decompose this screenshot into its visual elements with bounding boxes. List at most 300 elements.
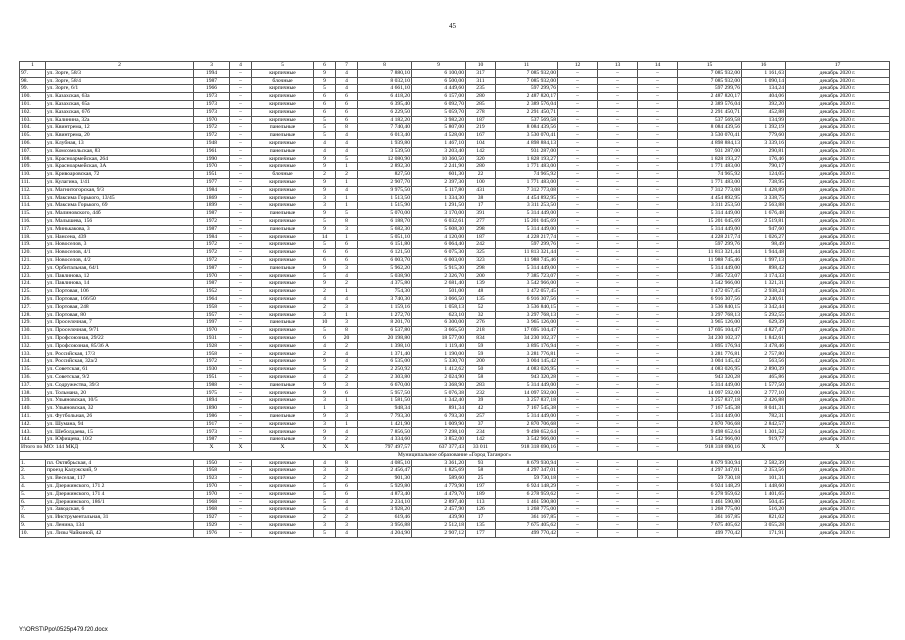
- table-cell: 6 121,50: [358, 249, 412, 257]
- table-cell: 5: [336, 155, 358, 163]
- table-cell: –: [638, 303, 678, 311]
- table-cell: 1 272,70: [358, 311, 412, 319]
- table-cell: 1 515,90: [358, 202, 412, 210]
- table-cell: 34 230 102,37: [496, 334, 558, 342]
- table-cell: 2: [314, 303, 336, 311]
- table-cell: 1977: [194, 178, 230, 186]
- table-row: [20, 116, 890, 124]
- table-cell: –: [558, 108, 598, 116]
- table-cell: ул. Квинтрема, 12: [46, 124, 194, 132]
- table-cell: –: [558, 420, 598, 428]
- table-cell: 285: [466, 100, 496, 108]
- table-cell: –: [638, 249, 678, 257]
- table-cell: 601,30: [412, 171, 466, 179]
- table-cell: ул. Нансена, 439: [46, 233, 194, 241]
- table-cell: 2 389 576,04: [678, 100, 742, 108]
- table-row: [20, 178, 890, 186]
- table-cell: 3 297 768,13: [678, 311, 742, 319]
- table-cell: 311: [466, 77, 496, 85]
- table-cell: проезд Калужский, 9: [46, 467, 194, 475]
- table-cell: декабрь 2020 г.: [786, 303, 890, 311]
- table-cell: –: [558, 295, 598, 303]
- table-cell: декабрь 2020 г.: [786, 522, 890, 530]
- table-row: [20, 529, 890, 537]
- table-cell: 6 924 148,29: [496, 483, 558, 491]
- table-cell: 1 581,50: [358, 397, 412, 405]
- table-cell: 637 377,43: [412, 444, 466, 452]
- table-cell: 6 003,00: [412, 256, 466, 264]
- table-row: [20, 420, 890, 428]
- table-cell: декабрь 2020 г.: [786, 366, 890, 374]
- table-cell: 779,60: [742, 132, 786, 140]
- table-cell: 135.: [20, 366, 46, 374]
- table-cell: 4 873,40: [358, 490, 412, 498]
- table-cell: ул. Кривоаровская, 72: [46, 171, 194, 179]
- table-cell: 6: [336, 389, 358, 397]
- table-cell: 17: [786, 62, 890, 70]
- table-cell: 4 228 217,74: [678, 233, 742, 241]
- table-cell: 1970: [194, 272, 230, 280]
- table-cell: –: [638, 241, 678, 249]
- table-cell: –: [558, 397, 598, 405]
- table-cell: 2 890,39: [742, 366, 786, 374]
- table-cell: 1 119,40: [412, 342, 466, 350]
- table-cell: 1 161,63: [742, 69, 786, 77]
- table-cell: –: [638, 116, 678, 124]
- table-cell: декабрь 2020 г.: [786, 529, 890, 537]
- table-cell: кирпичные: [252, 93, 314, 101]
- table-cell: –: [638, 100, 678, 108]
- housing-table-container: [19, 61, 889, 538]
- table-cell: кирпичные: [252, 100, 314, 108]
- table-cell: 1972: [194, 124, 230, 132]
- table-cell: 126: [466, 506, 496, 514]
- table-cell: кирпичные: [252, 139, 314, 147]
- table-cell: 5 051,10: [358, 233, 412, 241]
- table-row: [20, 366, 890, 374]
- table-cell: 1 090,14: [742, 77, 786, 85]
- table-cell: 276: [466, 319, 496, 327]
- table-cell: –: [230, 155, 252, 163]
- table-row: [20, 241, 890, 249]
- table-cell: 3 965 126,00: [496, 319, 558, 327]
- table-cell: кирпичные: [252, 506, 314, 514]
- table-cell: 280: [466, 163, 496, 171]
- table-cell: –: [558, 358, 598, 366]
- table-cell: декабрь 2020 г.: [786, 77, 890, 85]
- table-cell: 3: [314, 522, 336, 530]
- table-cell: 1 472 057,45: [496, 288, 558, 296]
- table-cell: 200: [466, 358, 496, 366]
- table-cell: –: [638, 93, 678, 101]
- table-cell: 9: [314, 428, 336, 436]
- table-cell: –: [598, 389, 638, 397]
- table-cell: 9: [314, 225, 336, 233]
- table-cell: –: [638, 210, 678, 218]
- table-cell: ул. Инструментальная, 31: [46, 514, 194, 522]
- table-row: [20, 319, 890, 327]
- table-cell: –: [638, 373, 678, 381]
- table-cell: –: [230, 366, 252, 374]
- table-cell: 782,31: [742, 412, 786, 420]
- table-cell: 9: [314, 436, 336, 444]
- table-cell: 1890: [194, 405, 230, 413]
- table-cell: 1 461 590,80: [496, 498, 558, 506]
- table-cell: 7 856,50: [358, 428, 412, 436]
- table-cell: –: [638, 69, 678, 77]
- table-cell: 2 303,80: [358, 373, 412, 381]
- table-cell: –: [558, 163, 598, 171]
- table-cell: 2 426,88: [742, 397, 786, 405]
- table-cell: 943 320,28: [496, 373, 558, 381]
- table-cell: –: [598, 288, 638, 296]
- table-cell: 2 897,40: [412, 498, 466, 506]
- table-cell: –: [558, 444, 598, 452]
- table-cell: –: [598, 334, 638, 342]
- table-cell: 2: [336, 475, 358, 483]
- table-cell: 1: [336, 233, 358, 241]
- total-row: [20, 444, 890, 452]
- table-cell: ул. Красноармейская, 264: [46, 155, 194, 163]
- table-cell: декабрь 2020 г.: [786, 311, 890, 319]
- table-cell: 6 151,80: [358, 241, 412, 249]
- table-cell: –: [598, 475, 638, 483]
- table-cell: –: [230, 467, 252, 475]
- table-cell: –: [598, 319, 638, 327]
- table-cell: –: [230, 241, 252, 249]
- table-cell: 177: [466, 529, 496, 537]
- table-cell: 2 519,81: [742, 217, 786, 225]
- table-cell: –: [558, 194, 598, 202]
- table-cell: 105.: [20, 132, 46, 140]
- table-cell: –: [558, 249, 598, 257]
- table-cell: –: [638, 319, 678, 327]
- table-cell: –: [558, 428, 598, 436]
- table-cell: декабрь 2020 г.: [786, 210, 890, 218]
- table-cell: –: [230, 116, 252, 124]
- table-cell: –: [638, 155, 678, 163]
- table-cell: 176,46: [742, 155, 786, 163]
- table-cell: –: [230, 69, 252, 77]
- table-cell: 8 679 930,94: [496, 459, 558, 467]
- table-cell: кирпичные: [252, 163, 314, 171]
- table-cell: 1 828 193,27: [678, 155, 742, 163]
- table-cell: –: [558, 69, 598, 77]
- table-cell: 1 268 775,00: [678, 506, 742, 514]
- table-cell: 9: [314, 163, 336, 171]
- table-cell: 1: [336, 163, 358, 171]
- table-cell: декабрь 2020 г.: [786, 233, 890, 241]
- table-cell: –: [598, 194, 638, 202]
- table-cell: кирпичные: [252, 256, 314, 264]
- table-cell: 563,56: [742, 358, 786, 366]
- table-cell: декабрь 2020 г.: [786, 428, 890, 436]
- table-cell: декабрь 2020 г.: [786, 171, 890, 179]
- table-cell: –: [638, 194, 678, 202]
- table-cell: 7 312 773,08: [678, 186, 742, 194]
- table-cell: 4: [314, 147, 336, 155]
- table-cell: 5 070,00: [358, 210, 412, 218]
- table-cell: 1 825,69: [412, 467, 466, 475]
- table-cell: –: [638, 171, 678, 179]
- table-cell: –: [598, 100, 638, 108]
- table-cell: 2 892,30: [358, 163, 412, 171]
- table-cell: декабрь 2020 г.: [786, 217, 890, 225]
- table-cell: 113: [466, 498, 496, 506]
- table-cell: 1 058,13: [412, 303, 466, 311]
- table-cell: 5 929,80: [358, 483, 412, 491]
- table-cell: –: [230, 147, 252, 155]
- table-cell: –: [598, 381, 638, 389]
- table-cell: 2 870 706,68: [678, 420, 742, 428]
- table-cell: 1 412,62: [412, 366, 466, 374]
- table-cell: ул. Ульяновская, 32: [46, 405, 194, 413]
- table-cell: 4 454 892,95: [678, 194, 742, 202]
- table-cell: 8 201,70: [358, 319, 412, 327]
- table-row: [20, 210, 890, 218]
- table-cell: 6: [336, 249, 358, 257]
- table-cell: 4.: [20, 483, 46, 491]
- table-cell: –: [558, 381, 598, 389]
- table-cell: –: [638, 77, 678, 85]
- table-cell: 17: [466, 202, 496, 210]
- table-cell: 3 368,90: [412, 381, 466, 389]
- table-cell: 499 770,42: [678, 529, 742, 537]
- table-cell: декабрь 2020 г.: [786, 381, 890, 389]
- table-cell: 7.: [20, 506, 46, 514]
- table-cell: 106.: [20, 139, 46, 147]
- table-cell: –: [230, 85, 252, 93]
- table-cell: 2 353,56: [742, 467, 786, 475]
- table-cell: –: [230, 311, 252, 319]
- table-cell: декабрь 2020 г.: [786, 93, 890, 101]
- table-cell: 1 771 483,00: [678, 163, 742, 171]
- table-cell: 3 055,28: [742, 522, 786, 530]
- table-cell: –: [230, 428, 252, 436]
- table-cell: 5: [314, 490, 336, 498]
- table-cell: 5 957,50: [358, 389, 412, 397]
- table-cell: 516,20: [742, 506, 786, 514]
- table-cell: декабрь 2020 г.: [786, 490, 890, 498]
- table-cell: 3 740,30: [358, 295, 412, 303]
- table-cell: ул. Советская, 61: [46, 366, 194, 374]
- table-cell: 6: [314, 249, 336, 257]
- table-cell: ул. Портовая, 248: [46, 303, 194, 311]
- table-cell: 9: [314, 280, 336, 288]
- table-cell: –: [558, 506, 598, 514]
- table-cell: 3 311 253,50: [496, 202, 558, 210]
- table-cell: 623,10: [412, 311, 466, 319]
- table-cell: 1 467,10: [412, 139, 466, 147]
- table-cell: 3.: [20, 475, 46, 483]
- table-cell: 3 852,00: [412, 436, 466, 444]
- table-cell: –: [230, 514, 252, 522]
- table-cell: –: [558, 327, 598, 335]
- table-cell: 3 928,20: [358, 506, 412, 514]
- table-cell: 7 085 932,00: [496, 69, 558, 77]
- table-cell: 2 234,10: [358, 498, 412, 506]
- table-cell: 2: [314, 475, 336, 483]
- table-cell: 2 907,12: [412, 529, 466, 537]
- table-cell: ул. Дзержинского, 171 4: [46, 490, 194, 498]
- table-cell: –: [230, 256, 252, 264]
- table-cell: –: [638, 108, 678, 116]
- table-cell: –: [638, 498, 678, 506]
- table-cell: –: [230, 264, 252, 272]
- table-cell: 93: [466, 459, 496, 467]
- table-cell: –: [558, 529, 598, 537]
- table-cell: 108.: [20, 155, 46, 163]
- table-cell: 2 842,57: [742, 420, 786, 428]
- table-cell: ул. Дзержинского, 171 2: [46, 483, 194, 491]
- table-cell: 126.: [20, 295, 46, 303]
- table-cell: 124.: [20, 280, 46, 288]
- table-cell: 1 392,19: [742, 124, 786, 132]
- table-cell: 14 097 592,00: [496, 389, 558, 397]
- table-cell: ул. Профсоюзная, 29/22: [46, 334, 194, 342]
- table-cell: 6 003,70: [358, 256, 412, 264]
- table-cell: –: [638, 420, 678, 428]
- table-row: [20, 334, 890, 342]
- table-cell: 317: [466, 69, 496, 77]
- table-cell: 3 203,40: [412, 147, 466, 155]
- table-cell: 1961: [194, 147, 230, 155]
- table-cell: декабрь 2020 г.: [786, 506, 890, 514]
- table-cell: блочные: [252, 171, 314, 179]
- table-cell: 15 201 045,69: [496, 217, 558, 225]
- table-cell: 3 542 966,00: [496, 280, 558, 288]
- table-cell: 3: [336, 467, 358, 475]
- table-cell: –: [598, 420, 638, 428]
- table-cell: декабрь 2020 г.: [786, 249, 890, 257]
- table-cell: 115.: [20, 210, 46, 218]
- table-cell: 5 314 449,00: [678, 210, 742, 218]
- table-row: [20, 225, 890, 233]
- table-row: [20, 139, 890, 147]
- table-cell: 3: [314, 311, 336, 319]
- table-cell: 5 314 449,00: [496, 210, 558, 218]
- table-row: [20, 311, 890, 319]
- table-cell: кирпичные: [252, 233, 314, 241]
- table-cell: декабрь 2020 г.: [786, 69, 890, 77]
- table-cell: –: [558, 311, 598, 319]
- table-cell: 1970: [194, 116, 230, 124]
- table-cell: 9: [314, 412, 336, 420]
- table-cell: 4 334,60: [358, 436, 412, 444]
- table-cell: 6 188,70: [358, 217, 412, 225]
- table-cell: ул. Ленина, 134: [46, 522, 194, 530]
- table-cell: ул. Веселая, 117: [46, 475, 194, 483]
- table-cell: –: [598, 217, 638, 225]
- table-cell: 5 314 449,00: [678, 264, 742, 272]
- table-cell: 3: [314, 397, 336, 405]
- table-cell: кирпичные: [252, 397, 314, 405]
- table-cell: –: [230, 124, 252, 132]
- table-cell: Х: [230, 444, 252, 452]
- table-cell: 6: [336, 108, 358, 116]
- table-cell: 4 779,90: [412, 483, 466, 491]
- table-cell: кирпичные: [252, 490, 314, 498]
- table-cell: 11 813 321,44: [496, 249, 558, 257]
- table-cell: 7 298,10: [412, 428, 466, 436]
- table-cell: панельные: [252, 264, 314, 272]
- table-cell: 5: [314, 529, 336, 537]
- table-cell: 3 004 145,42: [678, 358, 742, 366]
- table-cell: –: [638, 444, 678, 452]
- table-cell: ул. Клубная, 13: [46, 139, 194, 147]
- table-cell: 1: [314, 405, 336, 413]
- table-cell: –: [598, 342, 638, 350]
- table-cell: 123.: [20, 272, 46, 280]
- table-cell: 891,34: [412, 405, 466, 413]
- table-cell: –: [230, 288, 252, 296]
- table-cell: –: [230, 327, 252, 335]
- table-cell: –: [558, 217, 598, 225]
- table-cell: 9 498 652,64: [496, 428, 558, 436]
- table-cell: 135: [466, 295, 496, 303]
- table-cell: 5 314 449,00: [496, 264, 558, 272]
- table-cell: 361 167,85: [678, 514, 742, 522]
- table-cell: панельные: [252, 210, 314, 218]
- table-cell: 2: [314, 514, 336, 522]
- table-cell: ул. Комсомольская, 83: [46, 147, 194, 155]
- table-cell: 12: [558, 62, 598, 70]
- table-cell: ул. Казахская, 63а: [46, 93, 194, 101]
- table-cell: 14 097 592,00: [678, 389, 742, 397]
- table-cell: декабрь 2020 г.: [786, 405, 890, 413]
- table-cell: кирпичные: [252, 483, 314, 491]
- table-cell: 17: [466, 514, 496, 522]
- table-cell: –: [638, 467, 678, 475]
- table-cell: 7 740,40: [358, 124, 412, 132]
- table-cell: –: [638, 264, 678, 272]
- table-cell: 16: [742, 62, 786, 70]
- table-cell: –: [598, 77, 638, 85]
- table-row: [20, 256, 890, 264]
- table-cell: 116.: [20, 217, 46, 225]
- table-cell: –: [598, 358, 638, 366]
- table-cell: кирпичные: [252, 155, 314, 163]
- table-cell: 1986: [194, 412, 230, 420]
- table-cell: ул. Кулагина, 1/41: [46, 178, 194, 186]
- table-cell: декабрь 2020 г.: [786, 467, 890, 475]
- table-cell: 5: [314, 124, 336, 132]
- table-cell: –: [230, 295, 252, 303]
- table-cell: ул. Советская, 9/2: [46, 373, 194, 381]
- table-cell: декабрь 2020 г.: [786, 202, 890, 210]
- table-cell: 1952: [194, 288, 230, 296]
- table-cell: декабрь 2020 г.: [786, 389, 890, 397]
- table-cell: 1990: [194, 155, 230, 163]
- table-cell: кирпичные: [252, 108, 314, 116]
- table-cell: 1 268 775,00: [496, 506, 558, 514]
- table-cell: 4: [336, 272, 358, 280]
- table-cell: 7 085 932,00: [678, 69, 742, 77]
- table-cell: 278: [466, 108, 496, 116]
- footer-file-path: Y:\ORST\Ppo\0525p479.f20.docx: [19, 627, 108, 633]
- table-cell: 6 537,80: [358, 327, 412, 335]
- table-cell: 9: [314, 77, 336, 85]
- table-cell: ул. Футбольная, 26: [46, 412, 194, 420]
- table-cell: –: [598, 272, 638, 280]
- table-cell: 13: [598, 62, 638, 70]
- table-cell: 1976: [194, 529, 230, 537]
- table-cell: 3 895 176,94: [496, 342, 558, 350]
- table-cell: –: [638, 529, 678, 537]
- table-cell: декабрь 2020 г.: [786, 139, 890, 147]
- table-row: [20, 428, 890, 436]
- table-cell: –: [598, 436, 638, 444]
